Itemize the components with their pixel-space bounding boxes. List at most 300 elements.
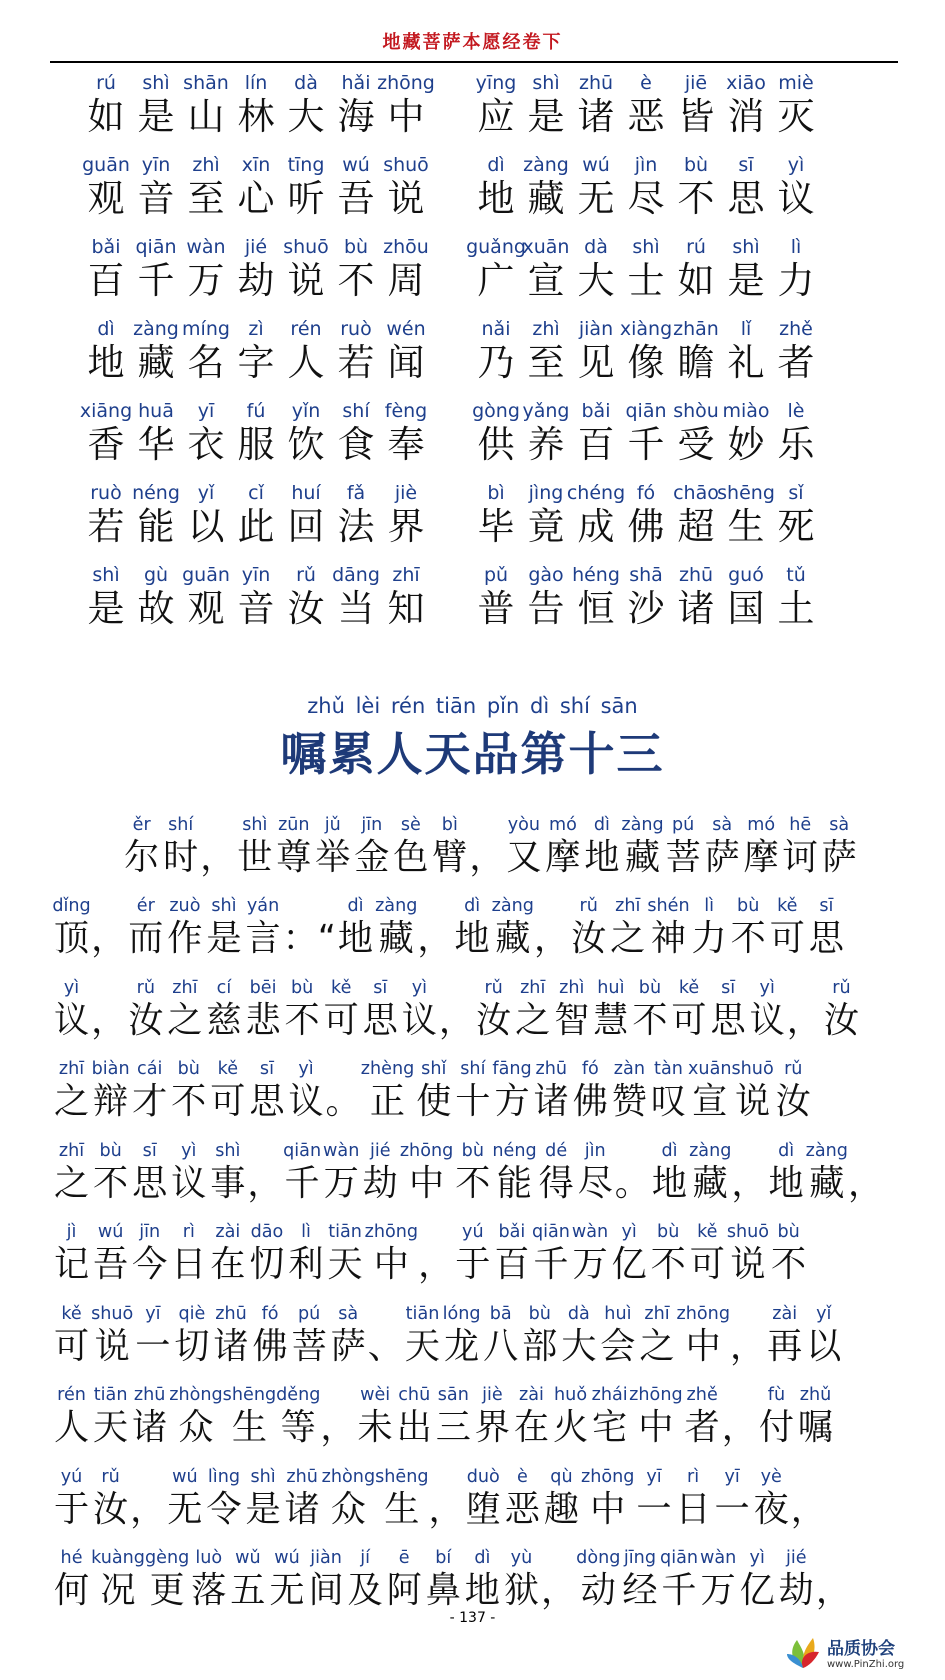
verse-char [382, 564, 430, 646]
pinyin: bù [657, 1221, 680, 1242]
hanzi: 告 [527, 587, 565, 630]
pinyin: jìng [528, 482, 564, 504]
hanzi: 时 [163, 836, 199, 878]
pinyin: qù [550, 1465, 573, 1487]
hanzi: 说 [387, 177, 425, 220]
prose-char [283, 977, 322, 1045]
hanzi: 忉 [249, 1244, 285, 1285]
hanzi: 供 [477, 423, 515, 466]
hanzi: 士 [627, 259, 665, 302]
verse-char [382, 482, 430, 564]
hanzi: 不 [770, 1244, 807, 1285]
hanzi: 大 [561, 1325, 597, 1367]
hanzi: ， [200, 836, 236, 878]
punctuation [731, 1140, 766, 1208]
hanzi: ， [417, 918, 453, 959]
prose-char [375, 1466, 428, 1534]
prose-char [307, 1547, 346, 1615]
pinyin: jiè [482, 1384, 503, 1405]
prose-char [283, 1140, 322, 1208]
hanzi: 无 [577, 177, 615, 220]
prose-char [806, 1140, 848, 1208]
prose-char [532, 1058, 571, 1126]
hanzi: 众 [330, 1488, 366, 1530]
pinyin: fǎ [346, 482, 366, 504]
hanzi: 天 [327, 1244, 363, 1285]
pinyin: shān [183, 72, 229, 94]
hanzi: 经 [622, 1570, 658, 1611]
punctuation [91, 977, 126, 1045]
prose-line [52, 963, 892, 1045]
hanzi: 一 [714, 1488, 750, 1530]
hanzi: 者 [777, 341, 815, 384]
prose-char [286, 1221, 325, 1289]
pinyin: zhī [58, 1139, 85, 1161]
hanzi: 吾 [93, 1244, 129, 1285]
prose-line [52, 1289, 892, 1371]
verse-section [79, 72, 882, 646]
pinyin: fèng [384, 400, 428, 422]
verse-char [722, 318, 770, 400]
hanzi: 万 [700, 1570, 736, 1611]
pinyin: dāo [250, 1221, 284, 1242]
verse-char [772, 154, 820, 236]
pinyin: dì [778, 1139, 795, 1161]
hanzi: 赞 [611, 1081, 647, 1122]
pinyin: dì [464, 895, 481, 916]
prose-char [336, 895, 375, 963]
pinyin: yī [197, 400, 215, 422]
verse-char [722, 154, 770, 236]
pinyin: zhě [779, 318, 813, 340]
hanzi: 万 [323, 1162, 359, 1204]
hanzi: 如 [677, 259, 715, 302]
verse-char [232, 400, 280, 482]
pinyin: zàng [689, 1139, 732, 1161]
pinyin: jìn [584, 1139, 606, 1161]
verse-char [82, 482, 130, 564]
prose-char [352, 814, 391, 882]
pinyin: bù [343, 236, 369, 258]
prose-char [752, 1466, 791, 1534]
pinyin: cí [216, 976, 232, 998]
pinyin: jiè [394, 482, 418, 504]
hanzi: 不 [455, 1162, 491, 1204]
hanzi: 中 [387, 95, 425, 138]
prose-char [126, 977, 165, 1045]
pinyin: kě [678, 976, 700, 998]
pinyin: guān [82, 154, 130, 176]
hanzi: 若 [87, 505, 125, 548]
verse-char [572, 154, 620, 236]
prose-char [414, 1058, 453, 1126]
pinyin: gào [528, 564, 564, 586]
hanzi: ， [320, 1407, 356, 1448]
verse-char [132, 400, 180, 482]
pinyin: guó [728, 564, 764, 586]
verse-char [672, 72, 720, 154]
prose-char [781, 814, 820, 882]
prose-char [552, 977, 591, 1045]
prose-char [774, 1058, 813, 1126]
hanzi: 出 [396, 1407, 432, 1448]
pinyin: jiàn [578, 318, 614, 340]
hanzi: ， [815, 1570, 852, 1611]
hanzi: 毕 [477, 505, 515, 548]
pinyin: zhū [133, 1384, 166, 1405]
verse-char [722, 236, 770, 318]
hanzi: 堕 [465, 1488, 501, 1530]
hanzi: 地 [584, 836, 620, 878]
punctuation [787, 977, 822, 1045]
hanzi: 说 [730, 1244, 766, 1285]
prose-char [52, 1140, 91, 1208]
pinyin: zhì [532, 318, 560, 340]
hanzi: 议 [288, 1081, 324, 1122]
pinyin: yǎng [522, 400, 570, 422]
prose-char [130, 1140, 169, 1208]
hanzi: 况 [100, 1570, 136, 1611]
prose-char [169, 1384, 222, 1452]
hanzi: 议 [749, 999, 785, 1041]
verse-char [572, 564, 620, 646]
pinyin: shì [92, 564, 120, 586]
verse-char [522, 482, 570, 564]
prose-char [329, 1303, 368, 1371]
hanzi: 是 [87, 587, 125, 630]
pinyin: dì [593, 813, 610, 835]
hanzi: 诸 [577, 95, 615, 138]
hanzi: 正 [369, 1081, 406, 1122]
pinyin: lì [301, 1221, 311, 1242]
verse-half-right [472, 400, 862, 482]
hanzi: 诸 [213, 1325, 249, 1367]
hanzi: 说 [734, 1081, 771, 1122]
pinyin: wú [97, 1221, 124, 1242]
pinyin: yè [760, 1465, 782, 1487]
verse-char [472, 318, 520, 400]
verse-char [382, 400, 430, 482]
prose-char [649, 1058, 688, 1126]
pinyin: néng [492, 1139, 537, 1161]
hanzi: 议 [171, 1162, 207, 1204]
pinyin: yì [759, 976, 775, 998]
hanzi: 阿 [386, 1570, 422, 1611]
hanzi: 可 [53, 1325, 90, 1367]
pinyin: jiē [684, 72, 708, 94]
pinyin: zhòng [169, 1384, 223, 1405]
hanzi: 吾 [337, 177, 375, 220]
pinyin: yǐ [816, 1302, 832, 1324]
pinyin: huǒ [554, 1384, 588, 1405]
prose-char [169, 1140, 208, 1208]
prose-line [52, 1371, 892, 1453]
pinyin: zài [772, 1302, 798, 1324]
pinyin: huì [597, 976, 625, 998]
prose-char [361, 977, 400, 1045]
hanzi: 悲 [245, 999, 281, 1041]
pinyin: shén [647, 895, 690, 916]
verse-char [332, 72, 380, 154]
hanzi: 宣 [692, 1081, 728, 1122]
verse-char [282, 318, 330, 400]
pinyin: rì [182, 1221, 195, 1242]
hanzi: 于 [455, 1244, 491, 1285]
pinyin: fú [246, 400, 266, 422]
hanzi: 众 [178, 1407, 214, 1448]
hanzi: 思 [362, 999, 398, 1041]
hanzi: 之 [610, 918, 646, 959]
prose-char [502, 1547, 541, 1615]
hanzi: 思 [132, 1162, 168, 1204]
pinyin: sè [400, 813, 421, 835]
hanzi: 金 [354, 836, 390, 878]
hanzi: 至 [527, 341, 565, 384]
verse-half-right [472, 72, 862, 154]
pinyin: zhī [392, 564, 420, 586]
pinyin: qiān [625, 400, 667, 422]
verse-char [472, 564, 520, 646]
prose-char [169, 1058, 208, 1126]
hanzi: 不 [650, 1244, 686, 1285]
pinyin: xiàng [619, 318, 673, 340]
hanzi: 是 [206, 918, 242, 959]
punctuation [418, 1221, 453, 1289]
pinyin: yì [63, 976, 80, 998]
hanzi: 天 [93, 1407, 129, 1448]
pinyin: mó [549, 813, 577, 835]
prose-char [208, 1058, 247, 1126]
pinyin: hǎi [341, 72, 371, 94]
pinyin: jiàn [310, 1547, 342, 1568]
hanzi: 再 [767, 1325, 803, 1367]
verse-char [232, 318, 280, 400]
pinyin: wàn [699, 1547, 737, 1568]
pinyin: rǔ [579, 895, 598, 916]
hanzi: 慈 [206, 999, 242, 1041]
pinyin: guǎng [466, 236, 526, 258]
prose-char [513, 977, 552, 1045]
pinyin: yǐn [291, 400, 321, 422]
prose-char [91, 1140, 130, 1208]
pinyin: sà [338, 1302, 359, 1324]
prose-char [283, 1466, 322, 1534]
prose-char [649, 1221, 688, 1289]
pinyin: gù [143, 564, 169, 586]
hanzi: 才 [132, 1081, 168, 1122]
prose-char [189, 1547, 228, 1615]
hanzi: ， [130, 1488, 166, 1530]
verse-row [82, 318, 882, 400]
prose-char [375, 895, 417, 963]
punctuation [816, 1547, 851, 1615]
prose-char [322, 977, 361, 1045]
pinyin: miào [722, 400, 770, 422]
prose-char [52, 895, 91, 963]
prose-char [768, 895, 807, 963]
prose-char [91, 1466, 130, 1534]
pinyin: shì [242, 813, 268, 835]
prose-char [130, 1221, 169, 1289]
pinyin: shuō [726, 1221, 770, 1242]
pinyin: jǔ [324, 813, 341, 835]
hanzi: ， [847, 1162, 884, 1204]
verse-char [522, 400, 570, 482]
pinyin: rǔ [296, 564, 316, 586]
pinyin: shì [215, 1139, 241, 1161]
verse-char [672, 564, 720, 646]
punctuation [429, 1466, 464, 1534]
pinyin: bí [435, 1547, 452, 1568]
pinyin: duò [466, 1465, 500, 1487]
hanzi: 不 [171, 1081, 207, 1122]
prose-char [610, 1058, 649, 1126]
prose-char [52, 1547, 91, 1615]
pinyin: nǎi [481, 318, 511, 340]
hanzi: 佛 [627, 505, 665, 548]
hanzi: 今 [132, 1244, 168, 1285]
prose-char [290, 1303, 329, 1371]
prose-char [91, 1384, 130, 1452]
pinyin: yú [60, 1465, 83, 1487]
hanzi: 食 [337, 423, 375, 466]
prose-char [244, 895, 283, 963]
pinyin: zàng [523, 154, 569, 176]
pinyin: zhě [686, 1384, 718, 1405]
hanzi: 在 [513, 1407, 550, 1448]
pinyin: yì [181, 1139, 197, 1161]
verse-char [472, 72, 520, 154]
hanzi: ， [790, 1488, 826, 1530]
verse-char [572, 236, 620, 318]
prose-char [531, 1221, 570, 1289]
hanzi: 见 [577, 341, 615, 384]
pinyin: zàn [613, 1058, 645, 1079]
pinyin: zàng [133, 318, 179, 340]
verse-char [332, 154, 380, 236]
verse-char [522, 564, 570, 646]
pinyin: zhèng [360, 1058, 415, 1079]
prose-char [400, 977, 439, 1045]
prose-char [571, 1221, 610, 1289]
verse-char [772, 236, 820, 318]
prose-char [576, 1547, 620, 1615]
pinyin: kuàng [91, 1547, 145, 1568]
verse-char [132, 236, 180, 318]
prose-char [346, 1547, 385, 1615]
hanzi: 尊 [276, 836, 312, 878]
prose-char [608, 895, 647, 963]
verse-char [622, 564, 670, 646]
verse-char [82, 236, 130, 318]
verse-char [232, 564, 280, 646]
pinyin: ruò [90, 482, 122, 504]
verse-char [282, 154, 330, 236]
verse-char [182, 72, 230, 154]
hanzi: 观 [187, 587, 225, 630]
pinyin: sà [829, 813, 850, 835]
prose-char [630, 977, 669, 1045]
prose-char [361, 1140, 400, 1208]
punctuation [848, 1140, 883, 1208]
hanzi: 臂 [432, 836, 468, 878]
pinyin: yì [298, 1058, 314, 1079]
hanzi: 消 [727, 95, 765, 138]
hanzi: 听 [287, 177, 325, 220]
prose-char [621, 814, 663, 882]
pinyin: shì [142, 72, 170, 94]
prose-line [52, 800, 891, 882]
hanzi: 知 [387, 587, 425, 630]
prose-char [767, 1140, 806, 1208]
hanzi: ， [91, 999, 127, 1041]
hanzi: 恒 [577, 587, 615, 630]
hanzi: 千 [533, 1244, 569, 1285]
pinyin: tàn [654, 1058, 683, 1079]
hanzi: ， [438, 999, 475, 1041]
pinyin: bā [489, 1302, 512, 1324]
hanzi: 摩 [743, 836, 779, 878]
pinyin: wú [582, 154, 610, 176]
pinyin: pú [672, 813, 695, 835]
hanzi: 神 [650, 918, 687, 959]
hanzi: 萨 [330, 1325, 366, 1367]
hanzi: 音 [237, 587, 275, 630]
punctuation [91, 895, 126, 963]
chapter-title: 嘱累人天品第十三 [280, 727, 665, 781]
pinyin: shuō [283, 236, 329, 258]
hanzi: ， [418, 1244, 454, 1285]
pinyin: yǐ [197, 482, 215, 504]
pinyin: zì [248, 318, 264, 340]
pinyin: wén [386, 318, 426, 340]
prose-char [313, 814, 352, 882]
pinyin: ěr [132, 813, 151, 835]
hanzi: 竟 [527, 505, 565, 548]
verse-char [772, 400, 820, 482]
prose-char [765, 1303, 804, 1371]
pinyin: dòng [576, 1547, 621, 1568]
prose-char [145, 1547, 189, 1615]
verse-half-left [82, 318, 472, 400]
pinyin: zhī [172, 976, 198, 998]
pinyin: rén [290, 318, 322, 340]
pinyin: zhōng [676, 1302, 730, 1324]
hanzi: 生 [231, 1407, 268, 1448]
hanzi: 观 [87, 177, 125, 220]
pinyin: rú [686, 236, 706, 258]
hanzi: 海 [337, 95, 375, 138]
hanzi: 诸 [284, 1488, 320, 1530]
hanzi: ， [469, 836, 505, 878]
hanzi: 藏 [624, 836, 661, 878]
verse-char [232, 154, 280, 236]
pinyin: zài [519, 1384, 544, 1405]
hanzi: 何 [53, 1570, 90, 1611]
hanzi: 当 [337, 587, 375, 630]
hanzi: 事 [210, 1162, 246, 1204]
pinyin: zuò [169, 895, 201, 916]
prose-char [727, 1221, 769, 1289]
prose-char [463, 1547, 502, 1615]
hanzi: 至 [187, 177, 225, 220]
prose-char [400, 1140, 453, 1208]
pinyin: shēng [375, 1465, 429, 1487]
pinyin: jié [244, 236, 268, 258]
pinyin: chāo [673, 482, 719, 504]
pinyin: bù [737, 895, 760, 916]
pinyin: shí [460, 1058, 486, 1079]
